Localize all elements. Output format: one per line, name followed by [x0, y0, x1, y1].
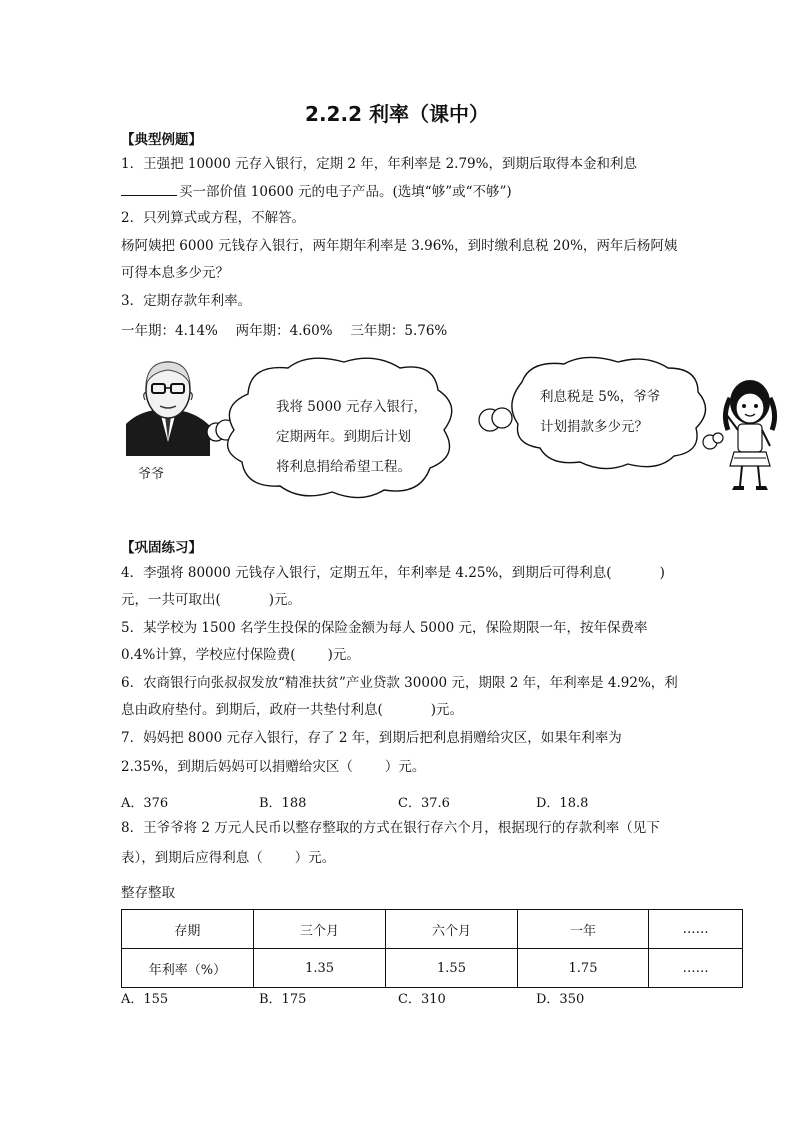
table-caption: 整存整取 — [121, 885, 175, 901]
table-header-cell: 六个月 — [386, 910, 517, 949]
q8-option-a[interactable]: A．155 — [121, 992, 169, 1007]
q7-option-a[interactable]: A．376 — [121, 796, 169, 811]
q8-option-b[interactable]: B．175 — [259, 992, 307, 1007]
answer-blank[interactable] — [121, 181, 177, 196]
table-header-cell: 存期 — [122, 910, 254, 949]
question-8-text: 表），到期后应得利息（ — [121, 850, 263, 866]
question-1-text: 买一部价值 10600 元的电子产品。(选填“够”或“不够”) — [179, 184, 512, 200]
question-8-text-2: ）元。 — [294, 850, 336, 866]
question-4-text-3: )元。 — [268, 592, 302, 608]
table-cell: 年利率（%） — [122, 949, 254, 988]
table-header-cell: 三个月 — [253, 910, 385, 949]
interest-rate-table — [121, 909, 743, 988]
table-header-cell: 一年 — [517, 910, 648, 949]
question-2-line-3: 可得本息多少元？ — [121, 265, 229, 281]
question-7-text: 2.35%，到期后妈妈可以捐赠给灾区（ — [121, 759, 353, 775]
question-2-line-1: 2．只列算式或方程，不解答。 — [121, 210, 306, 226]
question-3-rates: 一年期：4.14% 两年期：4.60% 三年期：5.76% — [121, 323, 448, 339]
page-title: 2.2.2 利率（课中） — [305, 102, 489, 126]
q7-option-d[interactable]: D．18.8 — [536, 796, 589, 811]
table-cell: 1.55 — [386, 949, 517, 988]
section-heading-practice: 【巩固练习】 — [121, 540, 202, 556]
question-5-text-2: )元。 — [327, 647, 360, 663]
table-row — [122, 910, 743, 949]
q7-option-b[interactable]: B．188 — [259, 796, 307, 811]
question-5-line-2 — [121, 645, 360, 665]
question-6-line-2 — [121, 700, 463, 720]
illustration-grandpa-and-girl — [118, 354, 778, 504]
question-7-line-1: 7．妈妈把 8000 元存入银行，存了 2 年，到期后把利息捐赠给灾区，如果年利率为 — [121, 730, 622, 746]
bubble-1-line-2: 定期两年。到期后计划 — [276, 429, 411, 445]
question-6-text-2: )元。 — [430, 702, 464, 718]
girl-figure — [725, 380, 774, 490]
question-4-line-1 — [121, 563, 665, 583]
section-heading-examples: 【典型例题】 — [121, 132, 202, 148]
table-row — [122, 949, 743, 988]
question-4-line-2 — [121, 590, 301, 610]
bubble-2-line-2: 计划捐款多少元？ — [540, 419, 648, 435]
question-7-text-2: ）元。 — [384, 759, 426, 775]
question-7-line-2 — [121, 757, 425, 777]
question-2-line-2: 杨阿姨把 6000 元钱存入银行，两年期年利率是 3.96%，到时缴利息税 20%，两年后杨阿姨 — [121, 238, 678, 254]
grandpa-label: 爷爷 — [138, 467, 165, 482]
question-8-line-1: 8．王爷爷将 2 万元人民币以整存整取的方式在银行存六个月，根据现行的存款利率（见下 — [121, 820, 660, 836]
question-8-line-2 — [121, 848, 335, 868]
q7-option-c[interactable]: C．37.6 — [398, 796, 450, 811]
question-1-line-1: 1．王强把 10000 元存入银行，定期 2 年，年利率是 2.79%，到期后取得本金和利息 — [121, 156, 637, 172]
table-cell: …… — [649, 949, 743, 988]
question-5-line-1: 5．某学校为 1500 名学生投保的保险金额为每人 5000 元，保险期限一年，按年保费率 — [121, 620, 648, 636]
question-4-text: 4．李强将 80000 元钱存入银行，定期五年，年利率是 4.25%，到期后可得利息( — [121, 565, 612, 581]
grandpa-portrait — [126, 362, 210, 456]
table-cell: 1.35 — [253, 949, 385, 988]
table-header-cell: …… — [649, 910, 743, 949]
question-6-line-1: 6．农商银行向张叔叔发放“精准扶贫”产业贷款 30000 元，期限 2 年，年利率是 4.92%，利 — [121, 675, 678, 691]
question-4-text-2: 元，一共可取出( — [121, 592, 221, 608]
table-cell: 1.75 — [517, 949, 648, 988]
question-6-text: 息由政府垫付。到期后，政府一共垫付利息( — [121, 702, 383, 718]
question-4-paren-close: ) — [659, 565, 665, 581]
question-3-line-1: 3．定期存款年利率。 — [121, 293, 252, 309]
bubble-1-line-1: 我将 5000 元存入银行， — [276, 399, 427, 415]
question-5-text: 0.4%计算，学校应付保险费( — [121, 647, 296, 663]
bubble-1-line-3: 将利息捐给希望工程。 — [276, 459, 411, 475]
q8-option-d[interactable]: D．350 — [536, 992, 585, 1007]
question-1-line-2 — [121, 181, 512, 202]
bubble-2-line-1: 利息税是 5%，爷爷 — [540, 389, 661, 405]
q8-option-c[interactable]: C．310 — [398, 992, 446, 1007]
